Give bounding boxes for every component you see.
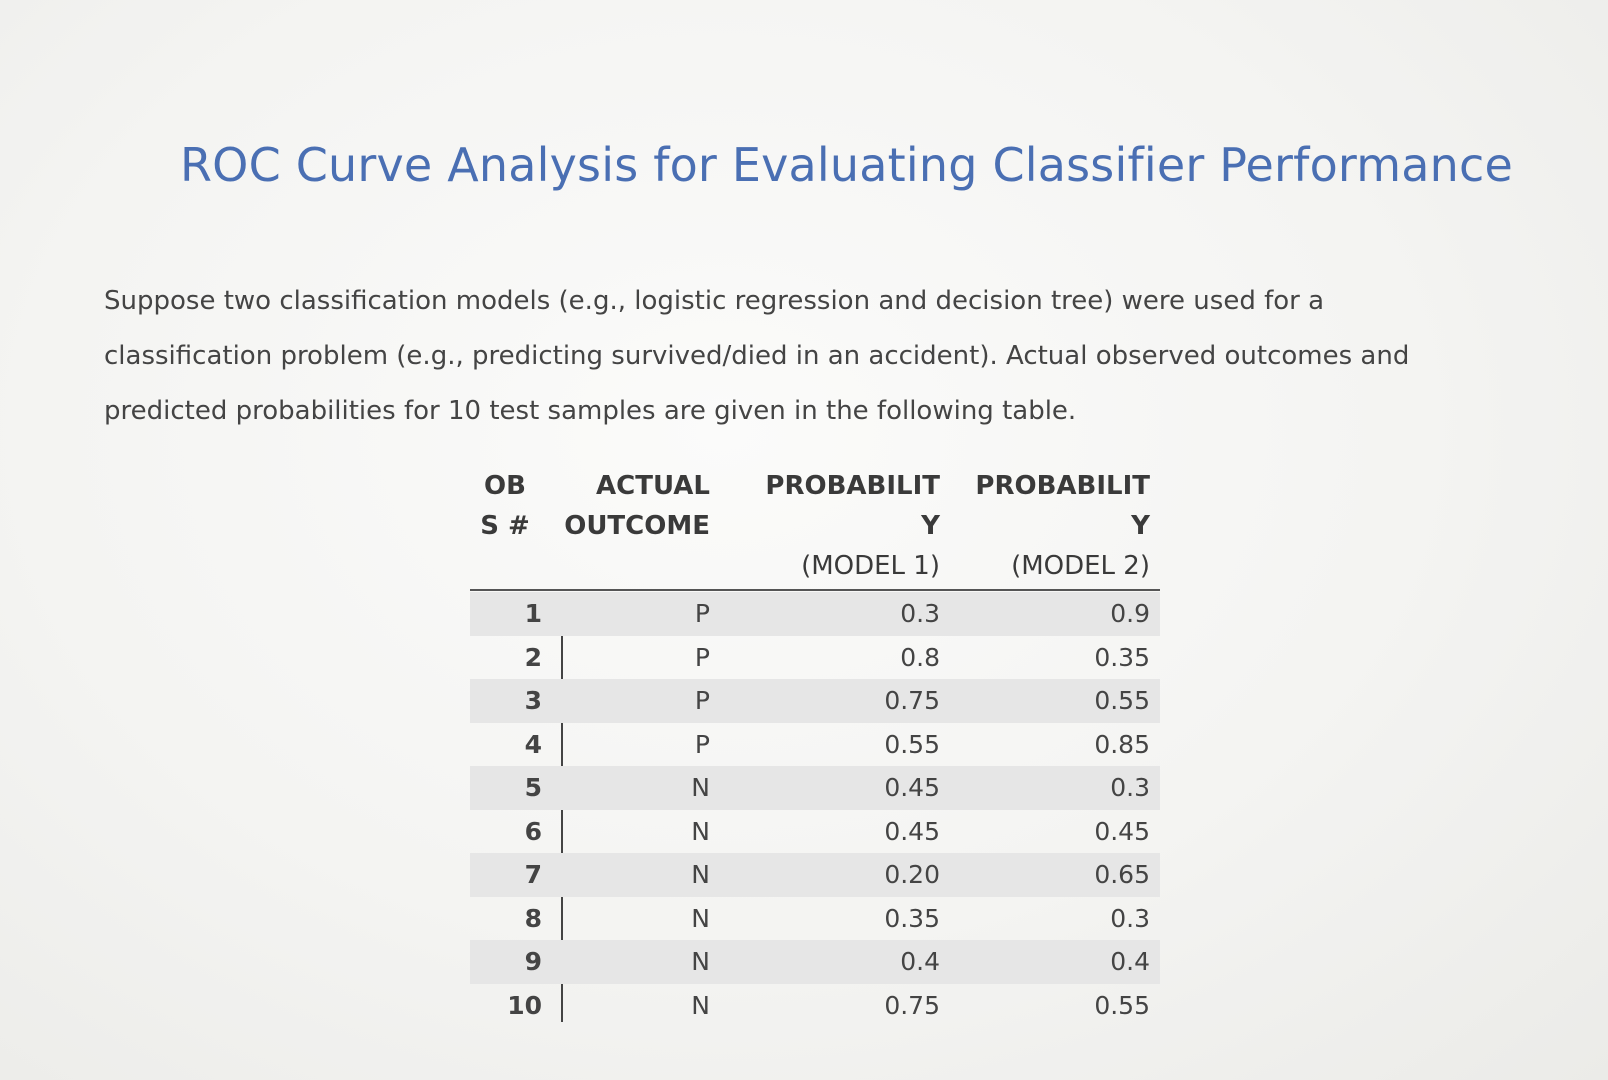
cell-actual: P [694, 642, 710, 672]
cell-actual: P [694, 599, 710, 628]
cell-obs: 8 [524, 903, 542, 933]
cell-model2: 0.55 [1094, 686, 1150, 715]
cell-obs: 6 [524, 816, 542, 846]
table-header [470, 466, 1160, 590]
header-divider [470, 589, 1160, 591]
cell-actual: P [694, 686, 710, 715]
table-row [470, 810, 1160, 854]
cell-obs: 3 [524, 686, 542, 715]
cell-model1: 0.3 [900, 599, 940, 628]
table-row [470, 853, 1160, 897]
header-model2-line: PROBABILIT [975, 471, 1150, 501]
paragraph-line: classification problem (e.g., predicting survived/died in an accident). Actual observed outcomes and [104, 341, 1410, 371]
cell-obs: 7 [524, 860, 542, 889]
table-row [470, 984, 1160, 1028]
header-model1-line: (MODEL 1) [801, 551, 940, 581]
table-row [470, 723, 1160, 767]
header-model2-line: (MODEL 2) [1011, 551, 1150, 581]
table-row [470, 897, 1160, 941]
cell-model2: 0.85 [1094, 729, 1150, 759]
intro-paragraph [104, 274, 1464, 439]
cell-obs: 10 [507, 990, 542, 1020]
paragraph-line: predicted probabilities for 10 test samples are given in the following table. [104, 396, 1077, 426]
paragraph-line: Suppose two classification models (e.g., logistic regression and decision tree) were used for a [104, 286, 1325, 316]
table-row [470, 766, 1160, 810]
data-table [470, 466, 1160, 1027]
header-actual-outcome [550, 466, 710, 546]
cell-model2: 0.35 [1094, 642, 1150, 672]
cell-model1: 0.75 [884, 686, 940, 715]
cell-model1: 0.55 [884, 729, 940, 759]
cell-model2: 0.55 [1094, 990, 1150, 1020]
table-row [470, 679, 1160, 723]
header-obs [470, 466, 540, 546]
cell-actual: N [691, 860, 710, 889]
cell-model2: 0.4 [1110, 947, 1150, 976]
cell-obs: 1 [524, 599, 542, 628]
header-model2-line: Y [1131, 511, 1150, 541]
cell-model2: 0.9 [1110, 599, 1150, 628]
cell-actual: N [691, 990, 710, 1020]
cell-model2: 0.3 [1110, 903, 1150, 933]
cell-model2: 0.65 [1094, 860, 1150, 889]
header-model1-line: PROBABILIT [765, 471, 940, 501]
cell-actual: N [691, 903, 710, 933]
cell-model1: 0.20 [884, 860, 940, 889]
cell-model1: 0.4 [900, 947, 940, 976]
cell-model2: 0.3 [1110, 773, 1150, 802]
cell-obs: 5 [524, 773, 542, 802]
cell-model1: 0.45 [884, 816, 940, 846]
cell-model1: 0.35 [884, 903, 940, 933]
header-obs-line: OB [484, 471, 526, 501]
cell-obs: 2 [524, 642, 542, 672]
cell-actual: P [694, 729, 710, 759]
table-row [470, 636, 1160, 680]
header-actual-line: ACTUAL [596, 471, 710, 501]
cell-actual: N [691, 947, 710, 976]
header-probability-model-1 [730, 466, 940, 586]
cell-actual: N [691, 773, 710, 802]
header-actual-line: OUTCOME [564, 511, 710, 541]
header-obs-line: S # [480, 511, 530, 541]
table-row [470, 940, 1160, 984]
header-model1-line: Y [921, 511, 940, 541]
cell-obs: 9 [524, 947, 542, 976]
table-row [470, 592, 1160, 636]
cell-model2: 0.45 [1094, 816, 1150, 846]
cell-model1: 0.8 [900, 642, 940, 672]
header-probability-model-2 [940, 466, 1150, 586]
cell-actual: N [691, 816, 710, 846]
cell-model1: 0.45 [884, 773, 940, 802]
slide-title: ROC Curve Analysis for Evaluating Classifier Performance [180, 138, 1513, 192]
table-body [470, 592, 1160, 1027]
cell-obs: 4 [524, 729, 542, 759]
cell-model1: 0.75 [884, 990, 940, 1020]
